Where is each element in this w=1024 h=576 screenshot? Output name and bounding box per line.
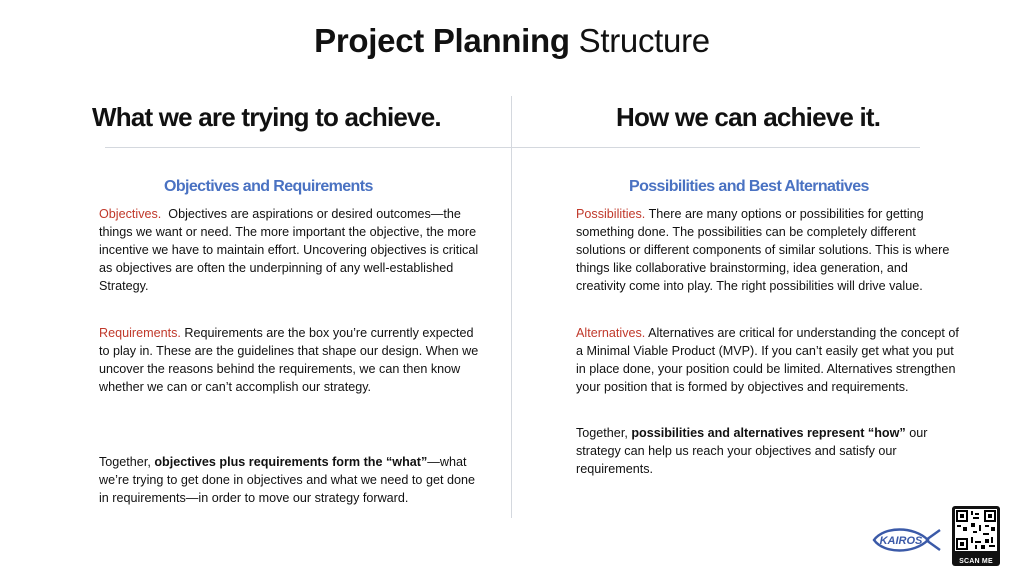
possibilities-text: There are many options or possibilities for getting something done. The possibilities can be completely different solutions or different components of similar solutions. This is where things like collaborative brainstorming, idea generation, and creativity come into play. The right possibilities will drive value. xyxy=(576,207,950,293)
requirements-text: Requirements are the box you’re currently expected to play in. These are the guidelines that shape our design. When we uncover the reasons behind the requirements, we can then know whether we can or can’t accomplish our strategy. xyxy=(99,326,479,394)
alternatives-paragraph xyxy=(576,324,961,396)
left-column-heading: What we are trying to achieve. xyxy=(92,102,441,132)
qr-code-icon xyxy=(955,509,997,551)
horizontal-divider xyxy=(105,147,920,148)
right-summary-rest: our strategy can help us reach your objectives and satisfy our requirements. xyxy=(576,426,928,476)
page-title xyxy=(0,22,1024,60)
objectives-term: Objectives. xyxy=(99,207,162,221)
right-summary-bold: possibilities and alternatives represent “how” xyxy=(631,426,906,440)
objectives-text: Objectives are aspirations or desired outcomes—the things we want or need. The more important the objective, the more incentive we have to maintain effort. Uncovering objectives is critical as objectives are often the underpinning of any well-established Strategy. xyxy=(99,207,479,293)
vertical-divider xyxy=(511,96,512,518)
left-summary-bold: objectives plus requirements form the “what” xyxy=(154,455,428,469)
left-subheading: Objectives and Requirements xyxy=(164,178,373,195)
left-summary-paragraph xyxy=(99,453,484,507)
possibilities-term: Possibilities. xyxy=(576,207,646,221)
qr-code-badge[interactable] xyxy=(952,506,1000,566)
title-regular: Structure xyxy=(578,22,710,59)
left-summary-lead: Together, xyxy=(99,455,151,469)
right-column-heading: How we can achieve it. xyxy=(616,102,881,132)
qr-scan-label: SCAN ME xyxy=(959,558,993,565)
right-summary-lead: Together, xyxy=(576,426,628,440)
title-bold: Project Planning xyxy=(314,22,570,59)
alternatives-term: Alternatives. xyxy=(576,326,646,340)
alternatives-text: Alternatives are critical for understanding the concept of a Minimal Viable Product (MVP). If you can’t easily get what you put in place done, your position could be limited. Alternatives strengthen your position that is formed by objectives and requirements. xyxy=(576,326,959,394)
possibilities-paragraph xyxy=(576,205,961,295)
objectives-paragraph xyxy=(99,205,484,295)
requirements-paragraph xyxy=(99,324,484,396)
kairos-fish-logo xyxy=(870,524,942,556)
logo-text: KAIROS xyxy=(879,535,923,547)
right-summary-paragraph xyxy=(576,424,961,478)
requirements-term: Requirements. xyxy=(99,326,181,340)
left-summary-rest: —what we’re trying to get done in objectives and what we need to get done in requirements—in order to move our strategy forward. xyxy=(99,455,475,505)
right-subheading: Possibilities and Best Alternatives xyxy=(629,178,869,195)
